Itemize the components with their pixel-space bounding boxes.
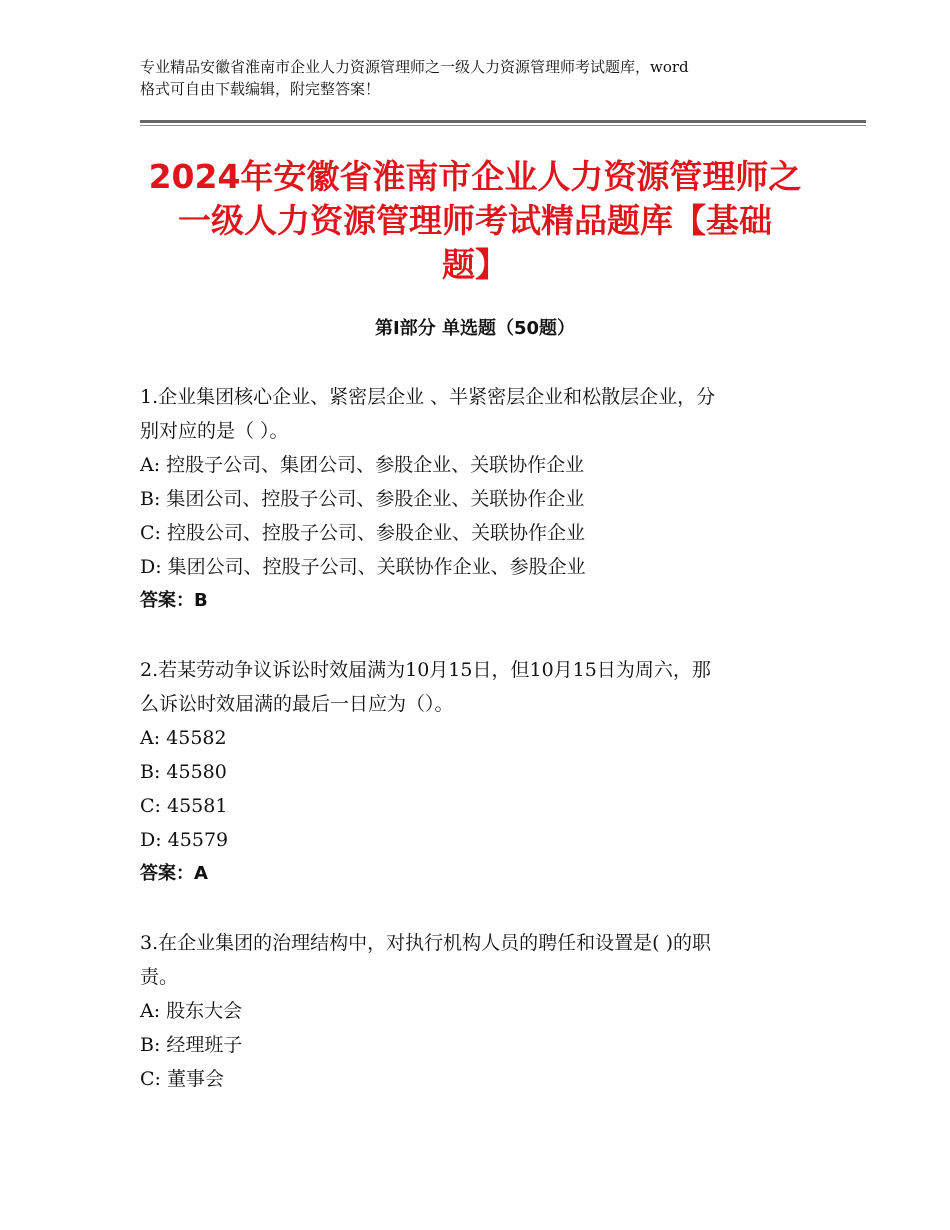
question-3 [140, 926, 820, 1096]
document-title-line2: 一级人力资源管理师考试精品题库【基础 [178, 201, 772, 240]
document-title-line1: 2024年安徽省淮南市企业人力资源管理师之 [148, 157, 802, 196]
option-d: D: 集团公司、控股子公司、关联协作企业、参股企业 [140, 556, 586, 578]
question-stem-line: 责。 [140, 966, 179, 988]
option-b: B: 集团公司、控股子公司、参股企业、关联协作企业 [140, 488, 585, 510]
question-1 [140, 380, 820, 618]
header-note-line1: 专业精品安徽省淮南市企业人力资源管理师之一级人力资源管理师考试题库，word [140, 58, 689, 76]
section-title: 第Ⅰ部分 单选题（50题） [374, 318, 575, 339]
header-note [140, 56, 830, 100]
option-d: D: 45579 [140, 829, 229, 851]
option-a: A: 股东大会 [140, 1000, 243, 1022]
question-stem-line: 3.在企业集团的治理结构中，对执行机构人员的聘任和设置是( )的职 [140, 932, 711, 954]
option-a: A: 控股子公司、集团公司、参股企业、关联协作企业 [140, 454, 585, 476]
question-stem-line: 么诉讼时效届满的最后一日应为（）。 [140, 693, 454, 715]
header-note-line2: 格式可自由下载编辑，附完整答案！ [140, 80, 381, 98]
option-a: A: 45582 [140, 727, 227, 749]
answer-label: 答案：B [140, 590, 208, 611]
option-c: C: 45581 [140, 795, 228, 817]
option-b: B: 45580 [140, 761, 227, 783]
question-stem-line: 1.企业集团核心企业、紧密层企业 、半紧密层企业和松散层企业，分 [140, 386, 716, 408]
option-b: B: 经理班子 [140, 1034, 243, 1056]
option-c: C: 控股公司、控股子公司、参股企业、关联协作企业 [140, 522, 585, 544]
document-title-line3: 题】 [442, 245, 508, 284]
header-divider-thick [140, 120, 866, 123]
question-stem-line: 2.若某劳动争议诉讼时效届满为10月15日，但10月15日为周六，那 [140, 659, 711, 681]
header-divider-thin [140, 125, 866, 126]
answer-label: 答案：A [140, 863, 208, 884]
option-c: C: 董事会 [140, 1068, 224, 1090]
question-2 [140, 653, 820, 891]
question-stem-line: 别对应的是（ ）。 [140, 420, 289, 442]
document-title [120, 155, 830, 287]
